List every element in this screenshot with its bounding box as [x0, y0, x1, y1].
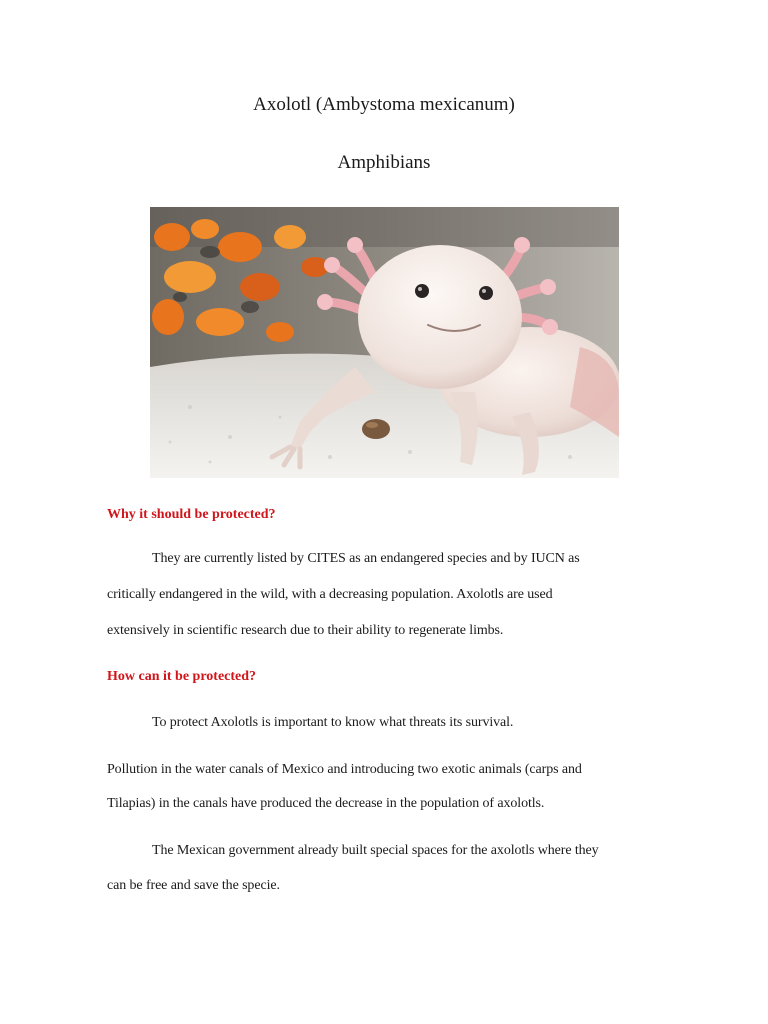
document-subtitle: Amphibians	[337, 152, 431, 173]
axolotl-photo	[150, 207, 619, 478]
paragraph-line: They are currently listed by CITES as an endangered species and by IUCN as	[152, 551, 580, 566]
paragraph-line: Tilapias) in the canals have produced the decrease in the population of axolotls.	[107, 796, 545, 811]
paragraph-line: Pollution in the water canals of Mexico and introducing two exotic animals (carps and	[107, 762, 582, 777]
paragraph-line: can be free and save the specie.	[107, 878, 280, 893]
paragraph-line: extensively in scientific research due to their ability to regenerate limbs.	[107, 623, 504, 638]
paragraph-line: critically endangered in the wild, with a decreasing population. Axolotls are used	[107, 587, 553, 602]
section-heading: How can it be protected?	[107, 669, 257, 684]
paragraph-line: The Mexican government already built special spaces for the axolotls where they	[152, 843, 599, 858]
section-heading: Why it should be protected?	[107, 507, 276, 522]
document-title: Axolotl (Ambystoma mexicanum)	[253, 94, 515, 115]
paragraph-line: To protect Axolotls is important to know what threats its survival.	[152, 715, 514, 730]
